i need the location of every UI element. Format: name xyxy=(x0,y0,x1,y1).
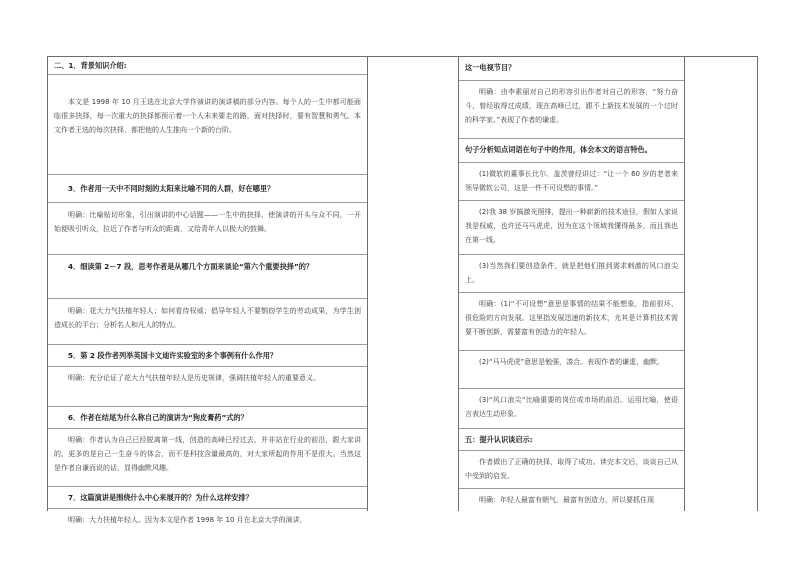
section-5-answer: 明确：年轻人最富有朝气，最富有创造力，所以要抓住现 xyxy=(479,496,654,504)
sentence-1-cell xyxy=(459,163,684,201)
question-5: 5．第 2 段作者列举英国卡文迪许实验室的多个事例有什么作用？ xyxy=(68,351,278,360)
left-column xyxy=(48,57,368,524)
section-5-cell xyxy=(459,429,684,451)
section-5-prompt-cell xyxy=(459,451,684,489)
question-4-cell xyxy=(48,255,367,299)
answer-3-cell xyxy=(48,203,367,255)
background-paragraph: 本文是 1998 年 10 月王选在北京大学作演讲的演讲稿的部分内容。每个人的一生中都可能面临很多抉择，每一次重大的抉择都预示着一个人未来要走的路，面对抉择时，要有智慧和勇气。本文作者王选的每次抉择，都把他的人生推向一个新的台阶。 xyxy=(54,98,361,134)
section-4-cell xyxy=(459,139,684,163)
sentence-2: (2)我 38 岁搞激光照排，提出一种崭新的技术途径，假如人家说我是权威，也许还马马虎虎，因为在这个领域我懂得最多，而且我也在第一线。 xyxy=(465,208,678,244)
sentence-3: (3)当然我们要创造条件，就是把他们推到需求刺激的风口浪尖上。 xyxy=(465,262,678,284)
answer-4: 明确：花大力气扶植年轻人；如何看待权威；倡导年轻人不要剽窃学生的劳动成果，为学生创造成长的平台；分析名人和凡人的特点。 xyxy=(54,307,361,329)
question-4: 4．细读第 2－7 段，思考作者是从哪几个方面来谈论“第六个重要抉择”的？ xyxy=(68,262,314,271)
section-5-prompt: 作者做出了正确的抉择，取得了成功。读完本文后，谈谈自己从中受到的启发。 xyxy=(465,458,678,480)
question-5-cell xyxy=(48,345,367,367)
sentence-2-cell xyxy=(459,201,684,255)
continued-question: 这一电视节目？ xyxy=(465,63,516,72)
continued-question-cell xyxy=(459,57,684,81)
answer-5-cell xyxy=(48,367,367,407)
question-6-cell xyxy=(48,407,367,429)
answer-4-cell xyxy=(48,299,367,345)
sentence-3-cell xyxy=(459,255,684,293)
continued-answer: 明确：由李素丽对自己的形容引出作者对自己的形容，“努力奋斗，曾经取得过成绩，现在高峰已过，跟不上新技术发展的一个过时的科学家。”表现了作者的谦虚。 xyxy=(465,88,678,124)
sentence-1: (1)微软的董事长比尔．盖茨曾经讲过：“让一个 60 岁的老者来领导微软公司，这是一件不可设想的事情。” xyxy=(465,170,678,192)
section-title: 二、1．背景知识介绍: xyxy=(54,61,127,70)
question-3-cell xyxy=(48,175,367,203)
explanation-1-cell xyxy=(459,293,684,351)
answer-7-cell xyxy=(48,509,367,549)
notes-column xyxy=(685,57,758,511)
blank-column xyxy=(368,57,459,511)
question-7-cell xyxy=(48,487,367,509)
section-4-heading: 句子分析知点词语在句子中的作用，体会本文的语言特色。 xyxy=(465,145,652,154)
question-7: 7．这篇演讲是围绕什么中心来展开的？为什么这样安排？ xyxy=(68,493,253,502)
section-5-answer-cell xyxy=(459,489,684,529)
answer-7: 明确：大力扶植年轻人。因为本文是作者 1998 年 10 月在北京大学的演讲， xyxy=(68,516,307,524)
continued-answer-cell xyxy=(459,81,684,139)
middle-column xyxy=(459,57,685,511)
explanation-3-cell xyxy=(459,389,684,429)
answer-5: 明确：充分论证了花大力气扶植年轻人是历史规律，强调扶植年轻人的重要意义。 xyxy=(68,374,320,382)
question-3: 3．作者用一天中不同时刻的太阳来比喻不同的人群，好在哪里？ xyxy=(68,184,275,193)
lesson-table xyxy=(47,56,758,524)
explanation-1: 明确：(1)“不可设想”意思是事情的结果不能想象，指前很坏、很危险的方向发展。这里指发展迅速的新技术，尤其是计算机技术需要不断创新，需要富有创造力的年轻人。 xyxy=(465,300,678,336)
section-5-heading: 五：提升认识谈启示: xyxy=(465,435,533,444)
section-title-cell xyxy=(48,57,367,75)
answer-6-cell xyxy=(48,429,367,487)
answer-6: 明确：作者认为自己已经脱离第一线，创造的高峰已经过去，并非站在行业的前沿，跟大家讲的，更多的是自己一生奋斗的体会，而不是科技含量最高的，对大家所起的作用不是很大。当然这是作者自谦而说的话，显得幽默风趣。 xyxy=(54,436,361,472)
background-cell xyxy=(48,75,367,175)
explanation-3: (3)“风口浪尖”比喻重要的岗位或市场的前沿。运用比喻，使语言表达生动形象。 xyxy=(465,396,678,418)
explanation-2-cell xyxy=(459,351,684,389)
answer-3: 明确：比喻贴切形象，引出演讲的中心话题——一生中的抉择，使演讲的开头与众不同，一开始便吸引听众，拉近了作者与听众的距离，又给青年人以极大的鼓舞。 xyxy=(54,211,361,233)
explanation-2: (2)“马马虎虎”意思是勉强，凑合。表现作者的谦虚，幽默。 xyxy=(479,358,665,366)
question-6: 6．作者在结尾为什么称自己的演讲为“狗皮膏药”式的？ xyxy=(68,413,248,422)
